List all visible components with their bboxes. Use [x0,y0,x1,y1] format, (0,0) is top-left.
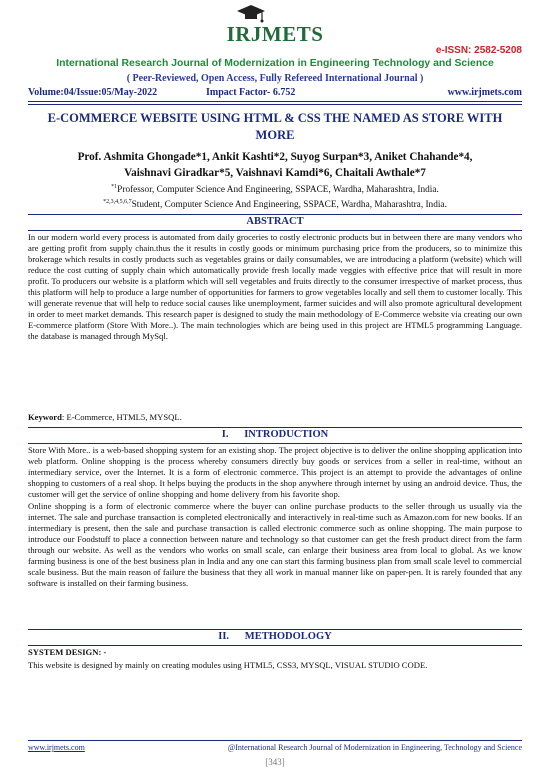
introduction-paragraph-1: Store With More.. is a web-based shopping system for an existing shop. The project objective is to deliver the online shopping application into web platform. Online shopping is the process whereby consumers directly buy goods or services from a seller in real-time, without an intermediary service, over the Internet. It is a form of electronic commerce. This project is an attempt to provide the advantages of online shopping to customers of a real shop. It helps buying the products in the shop anywhere through internet by using an android device. Thus, the customer will get the service of online shopping and home delivery from his favorite shop. [28,445,522,500]
volume-issue: Volume:04/Issue:05/May-2022 [28,87,158,98]
affiliation-text: Student, Computer Science And Engineering, SSPACE, Wardha, Maharashtra, India. [131,200,447,211]
abstract-text: In our modern world every process is automated from daily groceries to costly electronic products but in between there are many vendors who are getting profit from supply chain.thus the it results in costly goods or minimum purchasing price from the producers, so to minimize this brokerage which results in costly products such as vegetables grains or daily consumables, we are introducing a platform (website) which will reduce the cost cutting of supply chain which automatically provide fresh locally made veggies with effective price that will result in more profit. To producers our website is a platform which will sell vegetables and fruits directly to the consumer irrespective of market process, thus this platform will help to produce a large number of opportunities for farmers to grow vegetables locally and sell them to customer locally. This will generate revenue that will help to reduce social causes like unemployment, farmer suicides and will also promote agricultural development in order to meet market demands. This research paper is designed to study the main methodology of E-Commerce website via creating our own E-commerce platform (Store With More..). The main technologies which are being used in this project are HTML5 programming Language. the database is managed through MySql. [28,232,522,342]
introduction-paragraph-2: Online shopping is a form of electronic commerce where the buyer can online purchase products to the seller through us usually via the internet. The sale and purchase transaction is completed electronically and interactively in real-time such as Amazon.com for new books. If an intermediary is present, then the sale and purchase transaction is called electronic commerce such as online shopping. The main purpose to introduce our Foodstuff to place a connection between nature and technology so that customer can get the fresh product direct from the farm through our website. As well as the vendors who works on small scale, can enlarge their business area from local to global. As we know farming business is one of the best business plan in India and any one can start this farming business plan from small scale level to commercial scale business. But the main reason of failure the business that they all work in manual manner like on paper-pen. It is rarely founded that any software is installed on their farming business. [28,501,522,589]
author-list [30,149,520,181]
footer-divider [28,740,522,741]
keywords [28,412,522,423]
footer [28,743,522,755]
introduction-heading: I. INTRODUCTION [221,429,329,440]
paper-title: E-COMMERCE WEBSITE USING HTML & CSS THE NAMED AS STORE WITH MORE [47,111,503,142]
methodology-heading-box [28,629,522,646]
introduction-heading-box [28,427,522,444]
journal-name: International Research Journal of Modernization in Engineering Technology and Science [56,58,494,69]
affiliation-professor [20,184,530,195]
graduation-cap-icon [236,4,266,24]
abstract-heading: ABSTRACT [246,216,304,227]
methodology-heading: II. METHODOLOGY [218,631,332,642]
affiliation-text: Professor, Computer Science And Engineering, SSPACE, Wardha, Maharashtra, India. [117,185,439,196]
journal-logo [222,4,328,44]
keyword-label: Keyword [28,412,62,422]
footer-copyright: @International Research Journal of Modernization in Engineering, Technology and Science [227,743,522,752]
header-divider [28,101,522,105]
authors-line-2: Vaishnavi Giradkar*5, Vaishnavi Kamdi*6, Chaitali Awthale*7 [124,167,426,179]
impact-factor: Impact Factor- 6.752 [206,87,296,98]
authors-line-1: Prof. Ashmita Ghongade*1, Ankit Kashti*2, Suyog Surpan*3, Aniket Chahande*4, [77,151,473,163]
logo-text: IRJMETS [226,22,324,46]
affiliation-mark: *1 [111,184,118,190]
page-number: [343] [265,757,285,767]
website-link[interactable]: www.irjmets.com [447,87,522,98]
affiliation-students [20,199,530,210]
affiliation-mark: *2,3,4,5,6,7 [103,199,132,205]
keyword-values: : E-Commerce, HTML5, MYSQL. [61,412,182,422]
issn: e-ISSN: 2582-5208 [435,45,522,56]
peer-review-note: ( Peer-Reviewed, Open Access, Fully Refereed International Journal ) [126,73,424,84]
footer-url-link[interactable]: www.irjmets.com [28,743,85,752]
system-design-subheading: SYSTEM DESIGN: - [28,647,107,657]
methodology-paragraph-1: This website is designed by mainly on creating modules using HTML5, CSS3, MYSQL, VISUAL STUDIO CODE. [28,660,428,670]
issue-meta [28,87,522,100]
abstract-heading-box [28,214,522,231]
